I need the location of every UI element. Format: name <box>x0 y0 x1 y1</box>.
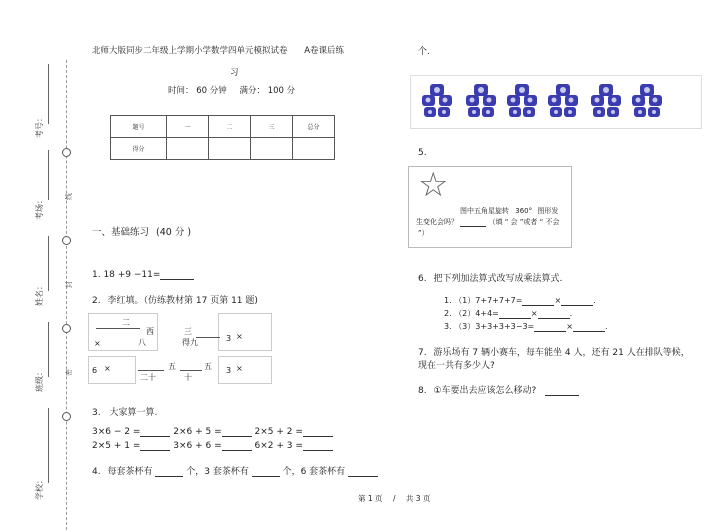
margin-label-class: 班级： <box>35 368 44 392</box>
answer-blank[interactable] <box>160 279 194 280</box>
question-5-text: 生变化会吗？ （填 “ 会 ”或者 “ 不会 <box>416 218 560 226</box>
binding-hole <box>62 236 71 245</box>
answer-blank[interactable] <box>534 331 566 332</box>
margin-blank-line <box>48 64 49 124</box>
question-6-item: 1. （1）7+7+7+7= × . <box>444 296 596 305</box>
margin-label-exam-number: 考号： <box>35 114 44 138</box>
margin-label-exam-room: 考场： <box>35 196 44 220</box>
margin-blank-line <box>48 236 49 291</box>
question-3-row-1: 3×6 − 2 = 2×6 + 5 = 2×5 + 2 = <box>92 427 333 437</box>
question-5-text: 图中五角星旋转 360° 图形发 <box>460 207 559 215</box>
continued-text: 个. <box>418 47 430 57</box>
question-6: 6. 把下列加法算式改写成乘法算式. <box>418 274 563 284</box>
score-table <box>110 115 335 160</box>
question-8: 8. ①车要出去应该怎么移动? <box>418 383 579 396</box>
time-and-score: 时间： 60 分钟 满分： 100 分 <box>168 86 296 96</box>
binding-dashed-line <box>66 60 67 530</box>
question-7-line-2: 现在一共有多少人? <box>418 361 495 371</box>
score-table-score-row <box>111 138 335 160</box>
margin-tick: 封 <box>65 281 73 288</box>
score-cell[interactable] <box>209 138 251 160</box>
question-2: 2. 李红填。（仿练教材第 17 页第 11 题) <box>92 296 258 306</box>
answer-blank[interactable] <box>499 318 531 319</box>
question-1: 1. 18 +9 −11= <box>92 270 194 280</box>
teacup-icon <box>464 82 498 120</box>
answer-blank[interactable] <box>222 450 252 451</box>
teacup-icon <box>630 82 664 120</box>
question-6-item: 3. （3）3+3+3+3−3= × . <box>444 322 608 331</box>
score-cell: 题号 <box>111 116 167 138</box>
score-cell: 得分 <box>111 138 167 160</box>
binding-hole <box>62 324 71 333</box>
answer-blank[interactable] <box>561 305 593 306</box>
score-cell[interactable] <box>167 138 209 160</box>
teacup-icon <box>505 82 539 120</box>
question-5-label: 5. <box>418 148 427 158</box>
score-cell: 一 <box>167 116 209 138</box>
answer-blank[interactable] <box>538 318 570 319</box>
answer-blank[interactable] <box>573 331 605 332</box>
score-cell: 二 <box>209 116 251 138</box>
answer-blank[interactable] <box>252 476 280 477</box>
score-cell: 总分 <box>293 116 335 138</box>
margin-tick: 密 <box>65 369 73 376</box>
answer-blank[interactable] <box>303 436 333 437</box>
paper-title-continued: 习 <box>230 68 239 78</box>
margin-blank-line <box>48 408 49 483</box>
paper-title: 北师大版同步二年级上学期小学数学四单元模拟试卷 A卷课后练 <box>92 46 345 56</box>
answer-blank[interactable] <box>303 450 333 451</box>
answer-blank[interactable] <box>348 476 378 477</box>
question-3-row-2: 2×5 + 1 = 3×6 + 6 = 6×2 + 3 = <box>92 441 333 451</box>
binding-hole <box>62 148 71 157</box>
score-cell: 三 <box>251 116 293 138</box>
binding-hole <box>62 412 71 421</box>
answer-blank[interactable] <box>155 476 183 477</box>
question-3: 3. 大家算一算. <box>92 408 158 418</box>
answer-blank[interactable] <box>522 305 554 306</box>
teacup-icon <box>589 82 623 120</box>
margin-blank-line <box>48 150 49 200</box>
score-cell[interactable] <box>293 138 335 160</box>
margin-blank-line <box>48 322 49 377</box>
question-6-item: 2. （2）4+4= × . <box>444 309 573 318</box>
margin-label-name: 姓名： <box>35 282 44 306</box>
margin-tick: 线 <box>65 193 73 200</box>
answer-blank[interactable] <box>140 450 170 451</box>
answer-blank[interactable] <box>222 436 252 437</box>
score-cell[interactable] <box>251 138 293 160</box>
margin-label-school: 学校： <box>35 476 44 500</box>
teacup-icon <box>546 82 580 120</box>
question-4: 4. 每套茶杯有 个，3 套茶杯有 个，6 套茶杯有 <box>92 464 378 477</box>
question-7: 7. 游乐场有 7 辆小赛车，每车能坐 4 人，还有 21 人在排队等候， <box>418 348 690 358</box>
page-footer: 第 1 页 / 共 3 页 <box>358 494 431 503</box>
teacup-icon <box>420 82 454 120</box>
answer-blank[interactable] <box>545 395 579 396</box>
section-heading: 一、基础练习 (40 分 ) <box>92 227 192 238</box>
star-icon: ☆ <box>418 165 449 205</box>
question-5-text: ”） <box>418 229 429 237</box>
score-table-header-row <box>111 116 335 138</box>
answer-blank[interactable] <box>140 436 170 437</box>
answer-blank[interactable] <box>460 226 486 227</box>
